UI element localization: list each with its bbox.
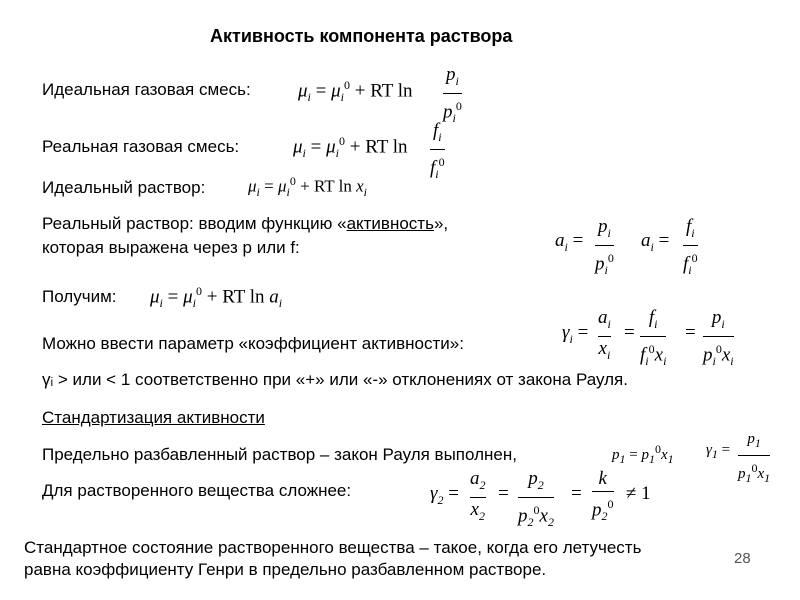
real-gas-fraction: $f_i$ $f_i^0$ (430, 120, 445, 181)
gamma2-frac-2: $p_2$ $p_2^0x_2$ (518, 468, 554, 529)
gamma-frac-2: $f_i$ $f_i^0x_i$ (640, 307, 667, 368)
gamma2-neq-one: ≠ 1 (626, 483, 651, 504)
activity-a-f-fraction: $f_i$ $f_i^0$ (683, 216, 698, 277)
activity-term: активность (346, 214, 434, 233)
gamma-frac-3: $p_i$ $p_i^0x_i$ (703, 307, 734, 368)
gamma-eq-1: = (624, 322, 635, 343)
gamma2-frac-1: $a_2$ $x_2$ (470, 468, 486, 523)
standardization-heading: Стандартизация активности (42, 408, 265, 427)
ideal-gas-fraction: $p_i$ $p_i^0$ (443, 64, 462, 125)
activity-a-f-lhs: $a_i$ = (641, 230, 670, 254)
activity-a-p-fraction: $p_i$ $p_i^0$ (595, 216, 614, 277)
obtain-formula: $\mu_i = \mu_i^0$ + RT $\ln a_i$ (150, 284, 283, 311)
ideal-solution-label: Идеальный раствор: (42, 178, 206, 197)
real-gas-label: Реальная газовая смесь: (42, 137, 240, 156)
real-solution-line-1: Реальный раствор: вводим функцию «активность», (42, 214, 449, 233)
solute-label: Для растворенного вещества сложнее: (42, 481, 352, 500)
gamma1-fraction: $p_1$ $p_1^0x_1$ (738, 431, 771, 485)
gamma2-frac-3: k $p_2^0$ (592, 468, 614, 524)
standard-state-line-2: равна коэффициенту Генри в предельно разбавленном растворе. (24, 560, 547, 579)
gamma-lhs: $\gamma_i$ = (562, 322, 589, 346)
obtain-label: Получим: (42, 287, 117, 306)
activity-a-p-lhs: $a_i$ = (555, 230, 584, 254)
raoult-formula: $p_1 = p_1^0x_1$ (612, 442, 674, 466)
ideal-gas-formula: $\mu_i = \mu_i^0$ + RT ln (298, 78, 413, 105)
gamma2-eq-2: = (571, 483, 582, 504)
dilute-label: Предельно разбавленный раствор – закон Рауля выполнен, (42, 445, 517, 464)
gamma-eq-2: = (685, 322, 696, 343)
gamma-frac-1: $a_i$ $x_i$ (598, 307, 611, 362)
gamma2-lhs: $\gamma_2$ = (430, 483, 459, 507)
ideal-gas-label: Идеальная газовая смесь: (42, 80, 251, 99)
real-solution-line-2: которая выражена через p или f: (42, 238, 300, 257)
standard-state-line-1: Стандартное состояние растворенного вещества – такое, когда его летучесть (24, 538, 642, 557)
gamma-note: γᵢ > или < 1 соответственно при «+» или «-» отклонениях от закона Рауля. (42, 370, 628, 389)
gamma1-lhs: $\gamma_1$ = (706, 442, 731, 461)
real-gas-formula: $\mu_i = \mu_i^0$ + RT ln (293, 134, 408, 161)
page-number: 28 (734, 550, 751, 567)
ideal-solution-formula: $\mu_i = \mu_i^0$ + RT $\ln x_i$ (248, 174, 367, 200)
coef-intro: Можно ввести параметр «коэффициент активности»: (42, 334, 464, 353)
gamma2-eq-1: = (498, 483, 509, 504)
slide-title: Активность компонента раствора (210, 26, 513, 46)
